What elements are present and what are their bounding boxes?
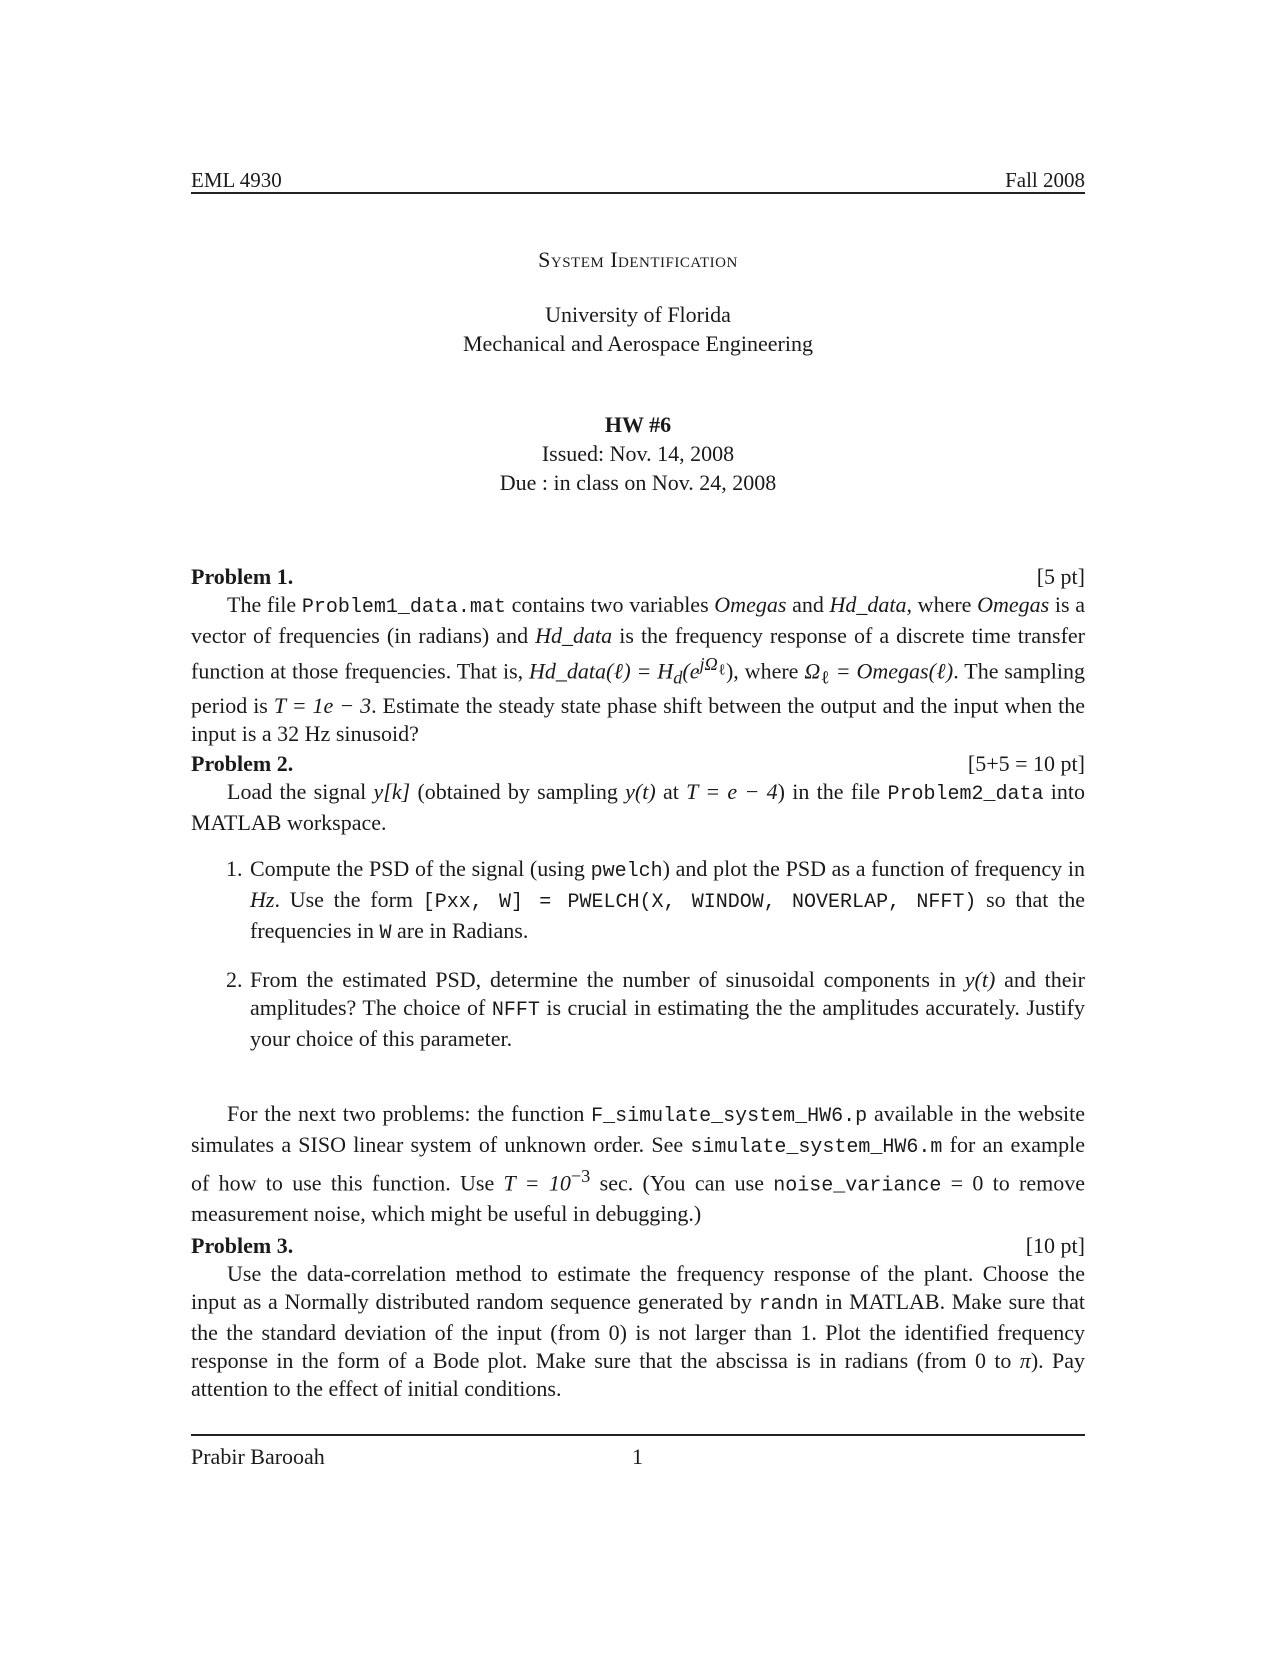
hw-number: HW #6	[604, 412, 672, 437]
problem-2-heading	[191, 750, 1085, 778]
problem-1-title: Problem 1.	[191, 564, 294, 589]
department: Mechanical and Aerospace Engineering	[462, 331, 813, 356]
file-name: Problem1_data.mat	[301, 596, 506, 619]
footer-rule	[191, 1434, 1085, 1436]
affiliation	[191, 300, 1085, 358]
problem-1-points: [5 pt]	[1036, 564, 1085, 589]
problem-2-points: [5+5 = 10 pt]	[967, 751, 1085, 776]
problem-2-title: Problem 2.	[191, 751, 294, 776]
problem-3-heading	[191, 1232, 1085, 1260]
problem-2-list	[191, 855, 1085, 1053]
problem-3	[191, 1232, 1085, 1403]
problem-1-text: The file Problem1_data.mat contains two variables Omegas and Hd_data, where Omegas is a vector of frequencies (in radians) and Hd_data is the frequency response of a discrete time transfer function at those frequencies. That is, Hd_data(ℓ) = $H_d(e^{j\Omega_\ell})$, where $\Omega_\ell$ = Omegas(ℓ). The sampling period is T = 1e − 3. Estimate the steady state phase shift between the output and the input when the input is a 32 Hz sinusoid?	[191, 592, 1086, 746]
running-header	[191, 168, 1085, 194]
list-item: 1. Compute the PSD of the signal (using pwelch) and plot the PSD as a function of frequency in Hz. Use the form [Pxx, W] = PWELCH(X, WINDOW, NOVERLAP, NFFT) so that the frequencies in W are in Radians.	[248, 855, 1085, 948]
problem-2	[191, 750, 1085, 1071]
course-code: EML 4930	[191, 168, 282, 192]
document-page	[191, 0, 1085, 1656]
list-item: 2. From the estimated PSD, determine the number of sinusoidal components in y(t) and their amplitudes? The choice of NFFT is crucial in estimating the the amplitudes accurately. Justify your choice of this parameter.	[248, 966, 1085, 1053]
problem-3-points: [10 pt]	[1025, 1233, 1085, 1258]
author: Prabir Barooah	[191, 1444, 325, 1469]
problem-3-title: Problem 3.	[191, 1233, 294, 1258]
course-title	[191, 245, 1085, 274]
term: Fall 2008	[1005, 168, 1085, 192]
problem-2-text: Load the signal y[k] (obtained by sampling y(t) at T = e − 4) in the file Problem2_data into MATLAB workspace.	[191, 779, 1086, 835]
university: University of Florida	[545, 302, 731, 327]
header-rule	[191, 192, 1085, 194]
issued-date: Issued: Nov. 14, 2008	[541, 441, 735, 466]
intro-paragraph: For the next two problems: the function F_simulate_system_HW6.p available in the website simulates a SISO linear system of unknown order. See simulate_system_HW6.m for an example of how to use this function. Use $T = 10^{-3}$ sec. (You can use noise_variance = 0 to remove measurement noise, which might be useful in debugging.)	[191, 1101, 1085, 1227]
page-number: 1	[632, 1444, 643, 1469]
problem-3-text: Use the data-correlation method to estimate the frequency response of the plant. Choose the input as a Normally distributed random sequence generated by randn in MATLAB. Make sure that the the standard deviation of the input (from 0) is not larger than 1. Plot the identified frequency response in the form of a Bode plot. Make sure that the abscissa is in radians (from 0 to π). Pay attention to the effect of initial conditions.	[191, 1261, 1085, 1401]
hw-block	[191, 410, 1085, 497]
file-name: Problem2_data	[887, 783, 1044, 806]
course-name: System Identification	[538, 247, 738, 272]
due-date: Due : in class on Nov. 24, 2008	[499, 470, 777, 495]
problem-1-heading	[191, 563, 1085, 591]
problem-1	[191, 563, 1085, 748]
